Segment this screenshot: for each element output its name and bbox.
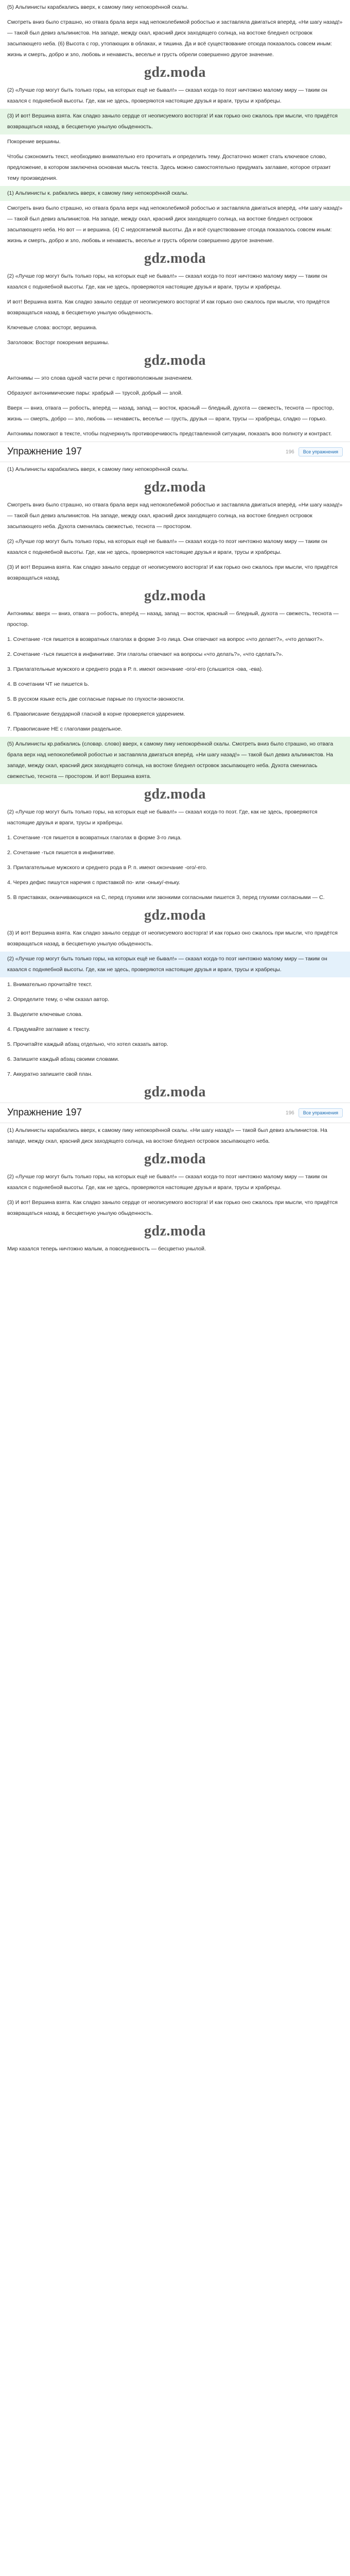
- text-paragraph: (2) «Лучше гор могут быть только горы, на которых ещё не бывал!» — сказал когда-то поэт ничтожно малому миру — таким он казался с подняебной высоты. Где, как не здесь, проверяются настоящие друзья и враги, трусы и храбрецы.: [7, 538, 327, 555]
- watermark: gdz.moda: [144, 352, 206, 368]
- text-paragraph: Чтобы сэкономить текст, необходимо внимательно его прочитать и определить тему. Достаточно может стать ключевое слово, предложение, в котором заключена основная мысль текста. Здесь можно самостоятельно придумать заглавие, которое отразит тему произведения.: [7, 154, 331, 181]
- watermark: gdz.moda: [144, 479, 206, 495]
- text-paragraph: (2) «Лучше гор могут быть только горы, на которых ещё не бывал!» — сказал когда-то поэт ничтожно малому миру — таким он казался с подняебной высоты. Где, как не здесь, проверяются настоящие друзья и враги, трусы и храбрецы.: [7, 273, 327, 290]
- list-item: 5. Прочитайте каждый абзац отдельно, что хотел сказать автор.: [7, 1041, 168, 1047]
- text-paragraph: Вверх — вниз, отвага — робость, вперёд — назад, запад — восток, красный — бледный, духота — свежесть, теснота — простор, жизнь — смерть, добро — зло, любовь — ненависть, веселье — грусть, друзья — враги, трусы — храбрецы, сладко — горько.: [7, 405, 334, 422]
- watermark: gdz.moda: [144, 907, 206, 923]
- watermark: gdz.moda: [144, 1151, 206, 1167]
- list-item: 4. Через дефис пишутся наречия с приставкой по- или -оньку/-еньку.: [7, 879, 180, 886]
- list-item: 1. Внимательно прочитайте текст.: [7, 981, 92, 988]
- highlighted-paragraph: (1) Альпинисты к. рабкались вверх, к самому пику непокорённой скалы.: [0, 186, 350, 201]
- exercise-header: [0, 1103, 350, 1123]
- list-item: 3. Прилагательные мужского и среднего рода в Р. п. имеют окончание -ого/-его (слышится -ова, -ева).: [7, 666, 264, 672]
- list-item: 6. Запишите каждый абзац своими словами.: [7, 1056, 119, 1062]
- list-item: 3. Прилагательные мужского и среднего рода в Р. п. имеют окончание -ого/-его.: [7, 865, 207, 871]
- text-paragraph: (3) И вот! Вершина взята. Как сладко заныло сердце от неописуемого восторга! И как горько оно сжалось при мысли, что придётся возвращаться назад, в бесцветную унылую обыденность.: [7, 930, 338, 947]
- list-item: 1. Сочетание -тся пишется в возвратных глаголах в форме 3-го лица.: [7, 835, 182, 841]
- list-item: 4. В сочетании ЧТ не пишется Ь.: [7, 681, 90, 687]
- exercise-title: Упражнение 197: [7, 446, 82, 457]
- list-item: 4. Придумайте заглавие к тексту.: [7, 1026, 91, 1032]
- exercise-actions: [286, 1108, 343, 1117]
- exercise-count: 196: [286, 1110, 294, 1116]
- list-item: 6. Правописание безударной гласной в корне проверяется ударением.: [7, 711, 185, 717]
- text-paragraph: (1) Альпинисты карабкались вверх, к самому пику непокорённой скалы.: [7, 466, 189, 472]
- list-item: 5. В русском языке есть две согласные парные по глухости-звонкости.: [7, 696, 185, 702]
- watermark: gdz.moda: [144, 786, 206, 802]
- text-paragraph: Антонимы — это слова одной части речи с противоположным значением.: [7, 375, 193, 381]
- watermark: gdz.moda: [144, 588, 206, 604]
- text-paragraph: Смотреть вниз было страшно, но отвага брала верх над непоколебимой робостью и заставляла двигаться вперёд. «Ни шагу назад!» — такой был девиз альпинистов. На западе, между скал, красний диск заходящего солнца, на востоке бледнел островок засыпающего неба. (6) Высота с гор, утопающих в облаках, и тишина. Да и всё существование отсюда показалось совсем иным: жизнь и смерть, добро и зло, любовь и ненависть, веселье и грусть обрели совершенно другое значение.: [7, 19, 343, 58]
- text-paragraph: (5) Альпинисты карабкались вверх, к самому пику непокорённой скалы.: [7, 4, 189, 10]
- exercise-title: Упражнение 197: [7, 1107, 82, 1118]
- text-paragraph: Ключевые слова: восторг, вершина.: [7, 325, 97, 331]
- list-item: 2. Определите тему, о чём сказал автор.: [7, 996, 110, 1003]
- text-paragraph: Антонимы помогают в тексте, чтобы подчеркнуть противоречивость представленной ситуации, показать всю полноту и контраст.: [7, 431, 332, 437]
- watermark: gdz.moda: [144, 64, 206, 80]
- all-exercises-button[interactable]: Все упражнения: [299, 1108, 343, 1117]
- watermark: gdz.moda: [144, 250, 206, 266]
- text-paragraph: (3) И вот! Вершина взята. Как сладко заныло сердце от неописуемого восторга! И как горько оно сжалось при мысли, что придётся возвращаться назад, в бесцветную унылую обыденность.: [7, 1199, 338, 1216]
- watermark: gdz.moda: [144, 1223, 206, 1239]
- text-paragraph: Покорение вершины.: [7, 139, 61, 145]
- text-paragraph: Заголовок: Восторг покорения вершины.: [7, 340, 110, 346]
- text-paragraph: (3) И вот! Вершина взята. Как сладко заныло сердце от неописуемого восторга! И как горько оно сжалось при мысли, что придётся возвращаться назад.: [7, 564, 338, 581]
- all-exercises-button[interactable]: Все упражнения: [299, 447, 343, 456]
- text-paragraph: (1) Альпинисты карабкались вверх, к самому пику непокорённой скалы. «Ни шагу назад!» — такой был девиз альпинистов. На западе, между скал, красний диск заходящего солнца, на востоке бледнел островок засыпающего неба.: [7, 1127, 327, 1144]
- list-item: 2. Сочетание -ться пишется в инфинитиве. Эти глаголы отвечают на вопросы «что делать?», «что сделать?».: [7, 651, 284, 657]
- exercise-header: [0, 442, 350, 462]
- list-item: 7. Аккуратно запишите свой план.: [7, 1071, 93, 1077]
- text-paragraph: (2) «Лучше гор могут быть только горы, на которых ещё не бывал!» — сказал когда-то поэт. Где, как не здесь, проверяются настоящие друзья и враги, трусы и храбрецы.: [7, 809, 318, 826]
- exercise-actions: [286, 447, 343, 456]
- text-paragraph: Смотреть вниз было страшно, но отвага брала верх над непоколебимой робостью и заставляла двигаться вперёд. «Ни шагу назад!» — такой был девиз альпинистов. На западе, между скал, красний диск заходящего солнца, на востоке бледнел островок засыпающего неба. Но вот — и вершина. (4) С недосягаемой высоты. Да и всё существование отсюда показалось совсем иным: жизнь и смерть, добро и зло, любовь и ненависть, веселье и грусть обрели совершенно другое значение.: [7, 205, 343, 244]
- list-item: 7. Правописание НЕ с глаголами раздельное.: [7, 726, 122, 732]
- text-paragraph: Антонимы: вверх — вниз, отвага — робость, вперёд — назад, запад — восток, красный — бледный, духота — свежесть, теснота — простор.: [7, 611, 339, 628]
- text-paragraph: И вот! Вершина взята. Как сладко заныло сердце от неописуемого восторга! И как горько оно сжалось при мысли, что придётся возвращаться назад, в бесцветную унылую обыденность.: [7, 299, 330, 316]
- highlighted-paragraph: (5) Альпинисты кр.рабкались (словар. слово) вверх, к самому пику непокорённой скалы. Смотреть вниз было страшно, но отвага брала верх над непоколебимой робостью и заставляла двигаться вперёд. «Ни шагу назад!» — такой был девиз альпинистов. На западе, между скал, красний диск заходящего солнца, на востоке бледнел островок засыпающего неба. Духота сменилась свежестью, теснота — простором. И вот! Вершина взята.: [0, 737, 350, 784]
- text-paragraph: Образуют антонимические пары: храбрый — трусой, добрый — злой.: [7, 390, 183, 396]
- list-item: 2. Сочетание -ться пишется в инфинитиве.: [7, 850, 115, 856]
- text-paragraph: Смотреть вниз было страшно, но отвага брала верх над непоколебимой робостью и заставляла двигаться вперёд. «Ни шагу назад!» — такой был девиз альпинистов. На западе, между скал, красний диск заходящего солнца, на востоке бледнел островок засыпающего неба. Духота сменилась свежестью, теснота — простором.: [7, 502, 343, 530]
- list-item: 1. Сочетание -тся пишется в возвратных глаголах в форме 3-го лица. Они отвечают на вопрос «что делает?», «что делают?».: [7, 636, 324, 642]
- highlighted-paragraph: (2) «Лучше гор могут быть только горы, на которых ещё не бывал!» — сказал когда-то поэт ничтожно малому миру — таким он казался с подняебной высоты. Где, как не здесь, проверяются настоящие друзья и враги, трусы и храбрецы.: [0, 952, 350, 977]
- text-paragraph: Мир казался теперь ничтожно малым, а повседневность — бесцветно унылой.: [7, 1246, 206, 1252]
- list-item: 3. Выделите ключевые слова.: [7, 1011, 83, 1018]
- text-paragraph: (2) «Лучше гор могут быть только горы, на которых ещё не бывал!» — сказал когда-то поэт ничтожно малому миру — таким он казался с подняебной высоты. Где, как не здесь, проверяются настоящие друзья и враги, трусы и храбрецы.: [7, 1174, 327, 1191]
- list-item: 5. В приставках, оканчивающихся на С, перед глухими или звонкими согласными пишется З, перед глухими согласными — С.: [7, 894, 325, 901]
- exercise-count: 196: [286, 449, 294, 455]
- highlighted-paragraph: (3) И вот! Вершина взята. Как сладко заныло сердце от неописуемого восторга! И как горько оно сжалось при мысли, что придётся возвращаться назад, в бесцветную унылую обыденность.: [0, 109, 350, 134]
- watermark: gdz.moda: [144, 1084, 206, 1100]
- text-paragraph: (2) «Лучше гор могут быть только горы, на которых ещё не бывал!» — сказал когда-то поэт ничтожно малому миру — таким он казался с подняебной высоты. Где, как не здесь, проверяются настоящие друзья и враги, трусы и храбрецы.: [7, 87, 327, 104]
